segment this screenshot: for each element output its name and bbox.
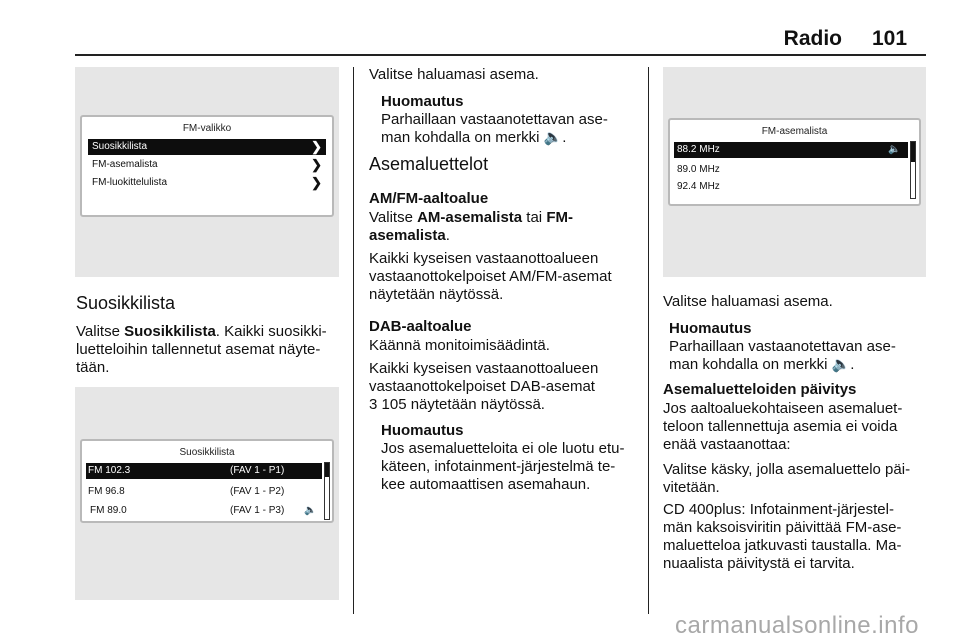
favorites-illustration <box>75 387 339 600</box>
chevron-right-icon: ❯ <box>311 139 322 154</box>
chevron-right-icon: ❯ <box>311 175 322 190</box>
fm-menu-screen <box>80 115 334 217</box>
column-divider <box>353 67 354 614</box>
subsection-heading: AM/FM-aaltoalue <box>369 190 489 207</box>
paragraph: CD 400plus: Infotainment-järjestel- män kaksoisviritin päivittää FM-ase- maluetteloa jatkuvasti taustalla. Ma- nuaalista päivitystä ei tarvita. <box>663 501 902 572</box>
paragraph: Käännä monitoimisäädintä. <box>369 337 550 354</box>
paragraph: Kaikki kyseisen vastaanottoalueen vastaanottokelpoiset DAB-asemat 3 105 näytetään näytössä. <box>369 360 599 413</box>
menu-item-fm-asemalista: FM-asemalista ❯ <box>92 157 322 172</box>
station-row: 89.0 MHz <box>677 164 720 175</box>
favorite-row: FM 89.0 (FAV 1 - P3) 🔈 <box>86 503 322 519</box>
screen-title: FM-valikko <box>182 123 232 134</box>
scrollbar <box>324 462 330 520</box>
station-row: 88.2 MHz 🔈 <box>674 142 908 158</box>
header-rule <box>75 54 926 56</box>
page-header-title: Radio <box>783 27 842 50</box>
column-divider <box>648 67 649 614</box>
paragraph: Valitse Suosikkilista. Kaikki suosikki- luetteloihin tallennetut asemat näyte- tään. <box>76 323 327 376</box>
paragraph: Valitse haluamasi asema. <box>369 66 539 83</box>
menu-item-suosikkilista: Suosikkilista ❯ <box>88 139 326 155</box>
fm-station-screen <box>668 118 921 206</box>
speaker-icon: 🔈 <box>888 144 901 155</box>
subsection-heading: Asemaluetteloiden päivitys <box>663 381 857 398</box>
favorites-screen <box>80 439 334 523</box>
scrollbar <box>910 141 916 199</box>
note-box: Huomautus Parhaillaan vastaanotettavan ase- man kohdalla on merkki 🔈. <box>381 93 608 146</box>
subsection-heading: DAB-aaltoalue <box>369 318 472 335</box>
screen-title: Suosikkilista <box>179 447 235 458</box>
speaker-icon: 🔈 <box>304 505 317 516</box>
paragraph: Valitse käsky, jolla asemaluettelo päi- vitetään. <box>663 461 911 496</box>
note-box: Huomautus Jos asemaluetteloita ei ole luotu etu- käteen, infotainment-järjestelmä te- kee automaattisen asemahaun. <box>381 422 625 493</box>
menu-item-fm-luokittelulista: FM-luokittelulista ❯ <box>92 175 322 190</box>
fm-station-list-illustration <box>663 67 926 277</box>
station-row: 92.4 MHz <box>677 181 720 192</box>
screen-title: FM-asemalista <box>761 126 828 137</box>
page-number: 101 <box>872 27 908 50</box>
favorite-row: FM 102.3 (FAV 1 - P1) <box>86 463 322 479</box>
section-heading: Asemaluettelot <box>369 154 489 174</box>
paragraph: Kaikki kyseisen vastaanottoalueen vastaanottokelpoiset AM/FM-asemat näytetään näytössä. <box>369 250 612 303</box>
note-box: Huomautus Parhaillaan vastaanotettavan ase- man kohdalla on merkki 🔈. <box>669 320 896 373</box>
favorite-row: FM 96.8 (FAV 1 - P2) <box>88 486 285 497</box>
paragraph: Jos aaltoaluekohtaiseen asemaluet- teloon tallennettuja asemia ei voida enää vastaanottaa: <box>663 400 903 453</box>
fm-menu-illustration <box>75 67 339 277</box>
section-heading: Suosikkilista <box>76 293 176 313</box>
chevron-right-icon: ❯ <box>311 157 322 172</box>
paragraph: Valitse AM-asemalista tai FM- asemalista. <box>369 209 573 244</box>
watermark: carmanualsonline.info <box>675 612 919 639</box>
paragraph: Valitse haluamasi asema. <box>663 293 833 310</box>
